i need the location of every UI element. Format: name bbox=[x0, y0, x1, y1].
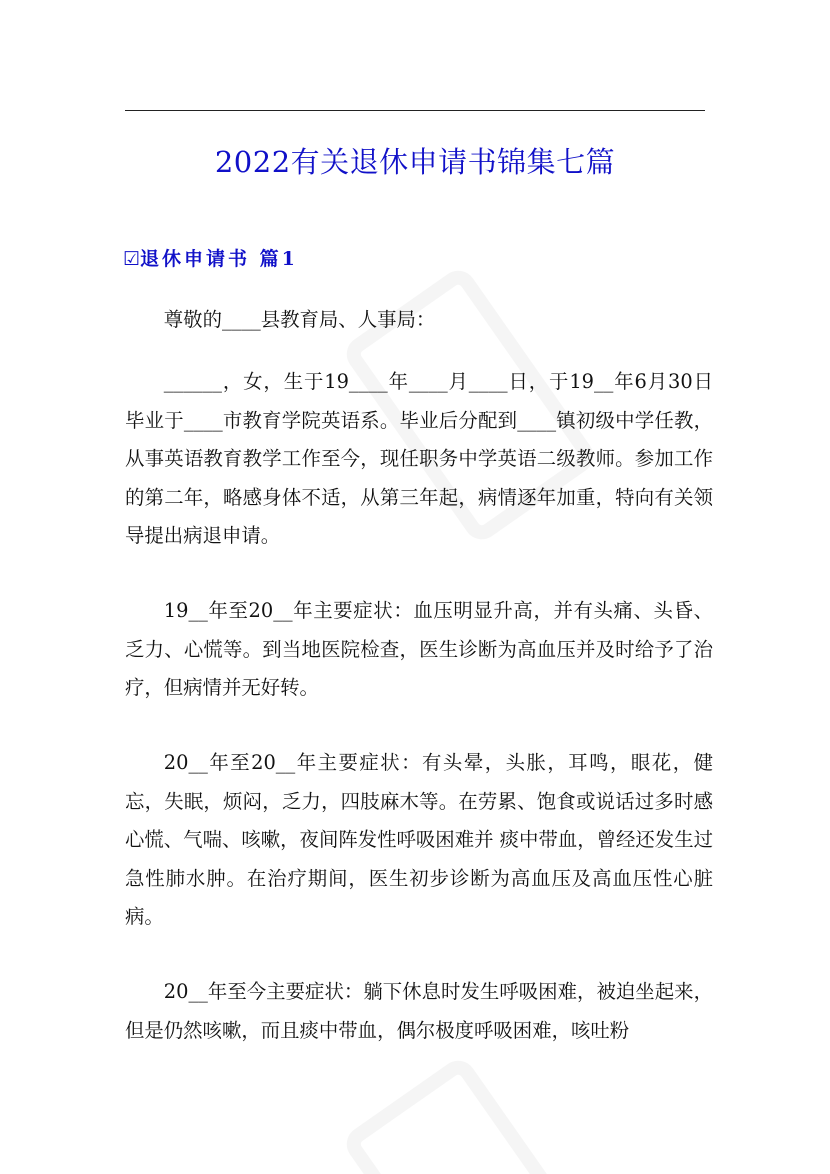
header-rule bbox=[125, 110, 705, 111]
body-paragraph: 20__年至今主要症状：躺下休息时发生呼吸困难，被迫坐起来，但是仍然咳嗽，而且痰中带血，偶尔极度呼吸困难，咳吐粉 bbox=[125, 980, 713, 1042]
body-paragraph: 19__年至20__年主要症状：血压明显升高，并有头痛、头昏、乏力、心慌等。到当地医院检查，医生诊断为高血压并及时给予了治疗，但病情并无好转。 bbox=[125, 599, 713, 699]
section-heading bbox=[123, 244, 298, 274]
body-paragraph: 20__年至20__年主要症状：有头晕，头胀，耳鸣，眼花，健忘，失眠，烦闷，乏力，四肢麻木等。在劳累、饱食或说话过多时感心慌、气喘、咳嗽，夜间阵发性呼吸困难并 痰中带血，曾经还发生过急性肺水肿。在治疗期间，医生初步诊断为高血压及高血压性心脏病。 bbox=[125, 751, 713, 928]
watermark bbox=[340, 1054, 601, 1174]
checkbox-icon: ☑ bbox=[123, 248, 141, 270]
document-title: 2022有关退休申请书锦集七篇 bbox=[214, 145, 616, 179]
section-heading-label: 退休申请书 篇1 bbox=[140, 248, 298, 270]
body-paragraph: ______，女，生于19____年____月____日，于19__年6月30日毕业于____市教育学院英语系。毕业后分配到____镇初级中学任教，从事英语教育教学工作至今，现任职务中学英语二级教师。参加工作的第二年，略感身体不适，从第三年起，病情逐年加重，特向有关领导提出病退申请。 bbox=[125, 370, 713, 547]
salutation-paragraph: 尊敬的____县教育局、人事局： bbox=[163, 308, 436, 331]
